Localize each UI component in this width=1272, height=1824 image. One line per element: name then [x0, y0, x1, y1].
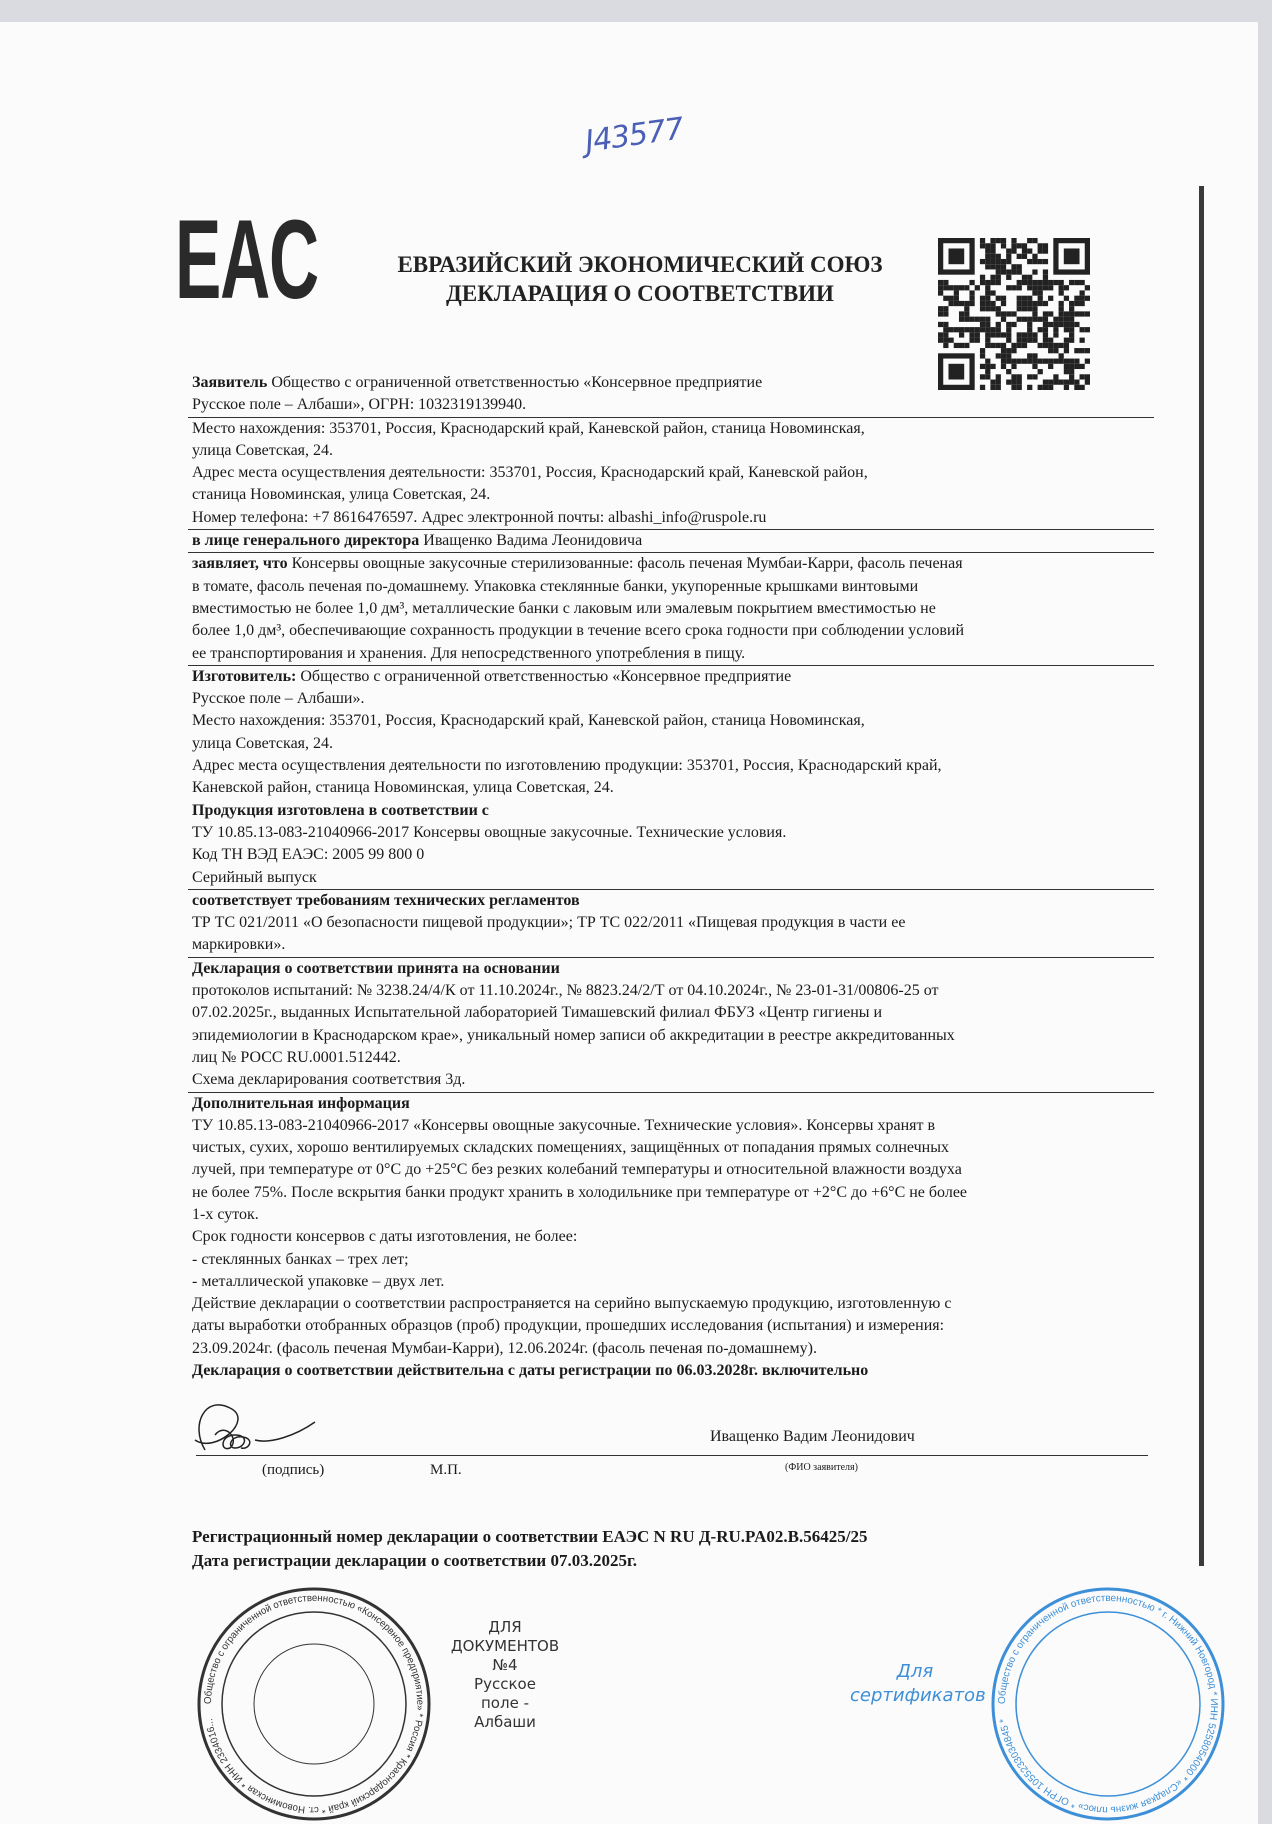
certification-stamp	[990, 1586, 1226, 1822]
scan-edge-bar	[1199, 186, 1204, 1566]
eac-logo: EAC	[175, 197, 318, 322]
text-line	[192, 1115, 1150, 1137]
text-line	[192, 530, 1150, 552]
line-text: Место нахождения: 353701, Россия, Краснодарский край, Каневской район, станица Новоминская,	[192, 712, 865, 730]
svg-text:Общество с ограниченной ответс	[996, 1593, 1219, 1815]
line-text: лиц № РОСС RU.0001.512442.	[192, 1048, 401, 1066]
text-line	[192, 755, 1150, 777]
registration-info	[192, 1525, 867, 1573]
line-text: Общество с ограниченной ответственностью «Консервное предприятие	[296, 667, 792, 685]
line-text: Номер телефона: +7 8616476597. Адрес электронной почты: albashi_info@ruspole.ru	[192, 508, 767, 526]
line-text: 23.09.2024г. (фасоль печеная Мумбаи-Карри), 12.06.2024г. (фасоль печеная по-домашнему).	[192, 1339, 817, 1357]
text-line	[192, 1137, 1150, 1159]
declaration-section	[192, 666, 1150, 889]
line-text: лучей, при температуре от 0°С до +25°С без резких колебаний температуры и относительной влажности воздуха	[192, 1161, 962, 1179]
declaration-section	[192, 418, 1150, 529]
svg-text:Общество с ограниченной ответс	[202, 1593, 425, 1815]
text-line	[192, 912, 1150, 934]
line-text: Код ТН ВЭД ЕАЭС: 2005 99 800 0	[192, 846, 425, 864]
bold-label: соответствует требованиям технических регламентов	[192, 891, 580, 909]
seal-inner-line: №4	[492, 1656, 518, 1674]
line-text: в томате, фасоль печеная по-домашнему. Упаковка стеклянные банки, укупоренные крышками винтовыми	[192, 577, 919, 595]
applicant-name: Иващенко Вадим Леонидович	[710, 1428, 915, 1445]
line-text: Действие декларации о соответствии распространяется на серийно выпускаемую продукцию, изготовленную с	[192, 1295, 952, 1313]
line-text: ТУ 10.85.13-083-21040966-2017 «Консервы овощные закусочные. Технические условия». Консервы хранят в	[192, 1116, 936, 1134]
declaration-section	[192, 372, 1150, 417]
text-line	[192, 620, 1150, 642]
text-line	[192, 462, 1150, 484]
line-text: Общество с ограниченной ответственностью «Консервное предприятие	[267, 374, 763, 391]
declaration-section	[192, 890, 1150, 957]
declaration-section	[192, 530, 1150, 552]
line-text: Срок годности консервов с даты изготовления, не более:	[192, 1228, 578, 1246]
line-text: - металлической упаковке – двух лет.	[192, 1272, 445, 1290]
text-line	[192, 576, 1150, 598]
text-line	[192, 1182, 1150, 1204]
cert-stamp-outer-text: Общество с ограниченной ответственностью * г. Нижний Новгород * ИНН 5258054000 * «Сладкая жизнь плюс» * ОГРН 1055233034845 *	[996, 1592, 1220, 1816]
bold-label: Продукция изготовлена в соответствии с	[192, 801, 489, 819]
line-text: Адрес места осуществления деятельности по изготовлению продукции: 353701, Россия, Краснодарский край,	[192, 757, 942, 775]
line-text: Иващенко Вадима Леонидовича	[419, 532, 643, 550]
text-line	[192, 1047, 1150, 1069]
signature-rule	[196, 1455, 1148, 1456]
line-text: Место нахождения: 353701, Россия, Краснодарский край, Каневской район, станица Новоминская,	[192, 419, 865, 437]
line-text: Серийный выпуск	[192, 868, 317, 886]
company-seal-stamp	[196, 1586, 432, 1822]
text-line	[192, 507, 1150, 529]
line-text: Русское поле – Албаши», ОГРН: 1032319139940.	[192, 396, 527, 414]
text-line	[192, 440, 1150, 462]
text-line	[192, 666, 1150, 688]
text-line	[192, 890, 1150, 912]
bold-label: Заявитель	[192, 374, 268, 391]
text-line	[192, 1002, 1150, 1024]
text-line	[192, 1159, 1150, 1181]
bold-label: Дополнительная информация	[192, 1094, 410, 1112]
bold-label: Декларация о соответствии принята на основании	[192, 959, 560, 977]
text-line	[192, 844, 1150, 866]
document-title	[360, 250, 920, 308]
line-text: ТР ТС 021/2011 «О безопасности пищевой продукции»; ТР ТС 022/2011 «Пищевая продукция в части ее	[192, 914, 906, 932]
text-line	[192, 710, 1150, 732]
text-line	[192, 688, 1150, 710]
text-line	[192, 1293, 1150, 1315]
seal-outer-text: Общество с ограниченной ответственностью «Консервное предприятие» * Россия * Краснодарский край * ст. Новоминская * ИНН 2334016...	[202, 1592, 426, 1816]
seal-inner-line: ДЛЯ	[488, 1618, 522, 1636]
text-line	[192, 1249, 1150, 1271]
handwritten-signature	[185, 1390, 325, 1454]
text-line	[192, 598, 1150, 620]
line-text: Консервы овощные закусочные стерилизованные: фасоль печеная Мумбаи-Карри, фасоль печеная	[287, 555, 963, 573]
line-text: маркировки».	[192, 936, 286, 954]
line-text: 07.02.2025г., выданных Испытательной лабораторией Тимашевский филиал ФБУЗ «Центр гигиены и	[192, 1004, 883, 1022]
text-line	[192, 1360, 1150, 1382]
bold-label: Декларация о соответствии действительна с даты регистрации по 06.03.2028г. включительно	[192, 1362, 869, 1380]
text-line	[192, 934, 1150, 956]
line-text: Русское поле – Албаши».	[192, 690, 365, 708]
text-line	[192, 394, 1150, 416]
declaration-section	[192, 553, 1150, 664]
line-text: улица Советская, 24.	[192, 734, 334, 752]
cert-stamp-inner-line: сертификатов	[850, 1685, 986, 1706]
line-text: Адрес места осуществления деятельности: 353701, Россия, Краснодарский край, Каневской район,	[192, 464, 868, 482]
signature-caption: (подпись)	[262, 1462, 325, 1478]
text-line	[192, 553, 1150, 575]
line-text: чистых, сухих, хорошо вентилируемых складских помещениях, защищённых от попадания прямых солнечных	[192, 1139, 949, 1157]
line-text: эпидемиологии в Краснодарском крае», уникальный номер записи об аккредитации в реестре аккредитованных	[192, 1026, 955, 1044]
text-line	[192, 1025, 1150, 1047]
text-line	[192, 1226, 1150, 1248]
line-text: ТУ 10.85.13-083-21040966-2017 Консервы овощные закусочные. Технические условия.	[192, 823, 787, 841]
text-line	[192, 980, 1150, 1002]
line-text: более 1,0 дм³, обеспечивающие сохранность продукции в течение всего срока годности при соблюдении условий	[192, 622, 965, 640]
text-line	[192, 643, 1150, 665]
declaration-section	[192, 1093, 1150, 1383]
declaration-section	[192, 958, 1150, 1092]
title-line-1: ЕВРАЗИЙСКИЙ ЭКОНОМИЧЕСКИЙ СОЮЗ	[397, 252, 883, 277]
registration-date: Дата регистрации декларации о соответствии 07.03.2025г.	[192, 1551, 638, 1570]
seal-inner-line: Албаши	[474, 1713, 536, 1731]
seal-inner-line: ДОКУМЕНТОВ	[450, 1637, 560, 1655]
text-line	[192, 958, 1150, 980]
text-line	[192, 418, 1150, 440]
line-text: станица Новоминская, улица Советская, 24.	[192, 486, 491, 504]
seal-inner-line: поле -	[481, 1694, 529, 1712]
text-line	[192, 372, 1150, 394]
text-line	[192, 1204, 1150, 1226]
name-caption: (ФИО заявителя)	[785, 1462, 858, 1473]
text-line	[192, 733, 1150, 755]
seal-caption: М.П.	[430, 1462, 462, 1478]
text-line	[192, 484, 1150, 506]
bold-label: в лице генерального директора	[192, 532, 420, 550]
cert-stamp-inner-text	[850, 1660, 986, 1708]
declaration-body	[192, 372, 1150, 1382]
line-text: вместимостью не более 1,0 дм³, металлические банки с лаковым или эмалевым покрытием вместимостью не	[192, 599, 936, 617]
handwritten-number: J43577	[583, 111, 686, 160]
text-line	[192, 1069, 1150, 1091]
qr-code	[935, 238, 1093, 390]
line-text: 1-х суток.	[192, 1205, 259, 1223]
seal-inner-line: Русское	[474, 1675, 536, 1693]
line-text: даты выработки отобранных образцов (проб) продукции, прошедших исследования (испытания) и измерения:	[192, 1317, 945, 1335]
line-text: Каневской район, станица Новоминская, улица Советская, 24.	[192, 779, 614, 797]
text-line	[192, 800, 1150, 822]
text-line	[192, 867, 1150, 889]
line-text: не более 75%. После вскрытия банки продукт хранить в холодильнике при температуре от +2°С до +6°С не более	[192, 1183, 968, 1201]
cert-stamp-inner-line: Для	[896, 1661, 934, 1682]
bold-label: заявляет, что	[192, 555, 288, 573]
bold-label: Изготовитель:	[192, 667, 297, 685]
text-line	[192, 1338, 1150, 1360]
text-line	[192, 1093, 1150, 1115]
line-text: протоколов испытаний: № 3238.24/4/К от 11.10.2024г., № 8823.24/2/Т от 04.10.2024г., № 23-01-31/00806-25 от	[192, 982, 939, 1000]
seal-inner-text	[440, 1618, 570, 1732]
text-line	[192, 822, 1150, 844]
text-line	[192, 1271, 1150, 1293]
line-text: Схема декларирования соответствия 3д.	[192, 1071, 466, 1089]
line-text: улица Советская, 24.	[192, 441, 334, 459]
line-text: - стеклянных банках – трех лет;	[192, 1250, 409, 1268]
text-line	[192, 777, 1150, 799]
text-line	[192, 1315, 1150, 1337]
line-text: ее транспортирования и хранения. Для непосредственного употребления в пищу.	[192, 644, 746, 662]
title-line-2: ДЕКЛАРАЦИЯ О СООТВЕТСТВИИ	[446, 281, 834, 306]
registration-number: Регистрационный номер декларации о соответствии ЕАЭС N RU Д-RU.PA02.B.56425/25	[192, 1527, 868, 1546]
